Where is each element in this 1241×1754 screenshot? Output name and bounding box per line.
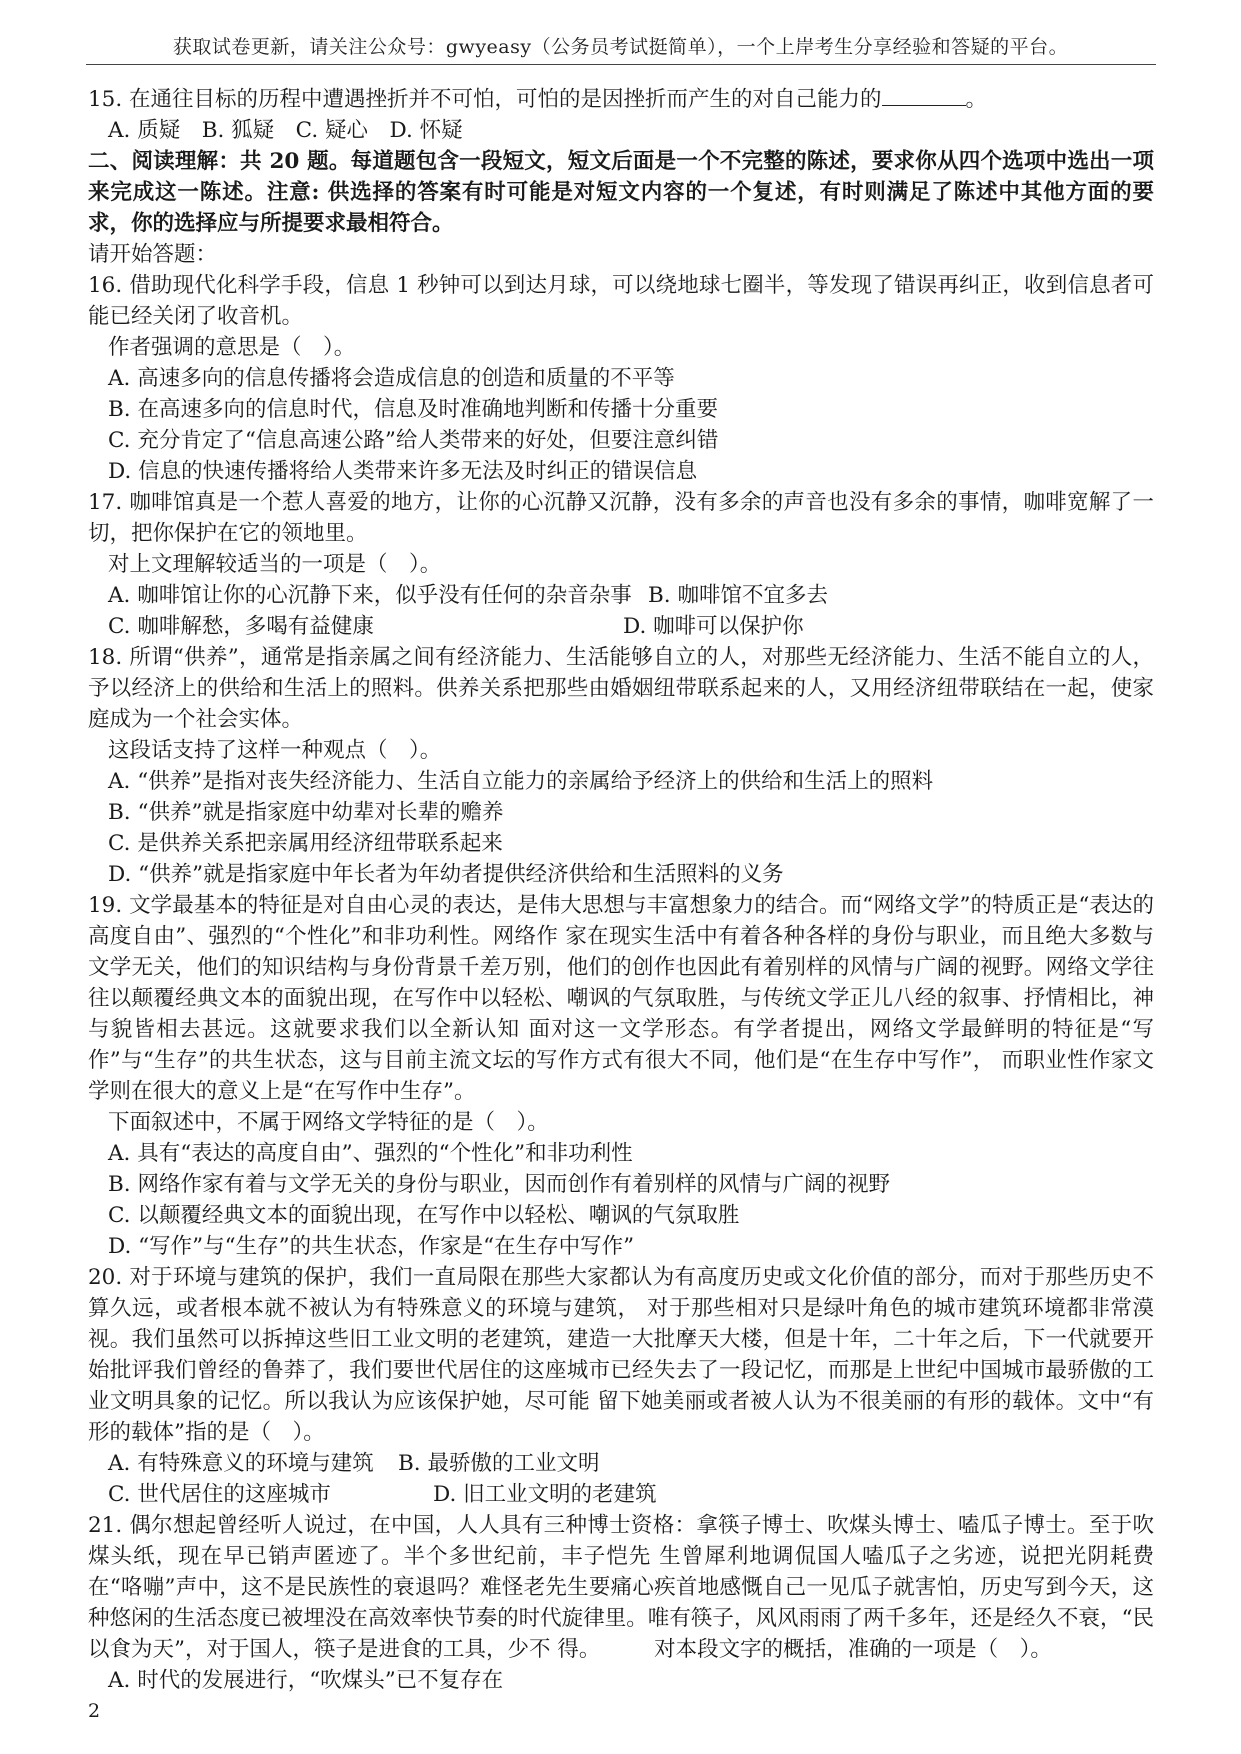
question-15	[88, 84, 1154, 115]
question-17-option-b: B. 咖啡馆不宜多去	[648, 583, 828, 608]
question-16-text: 16. 借助现代化科学手段，信息 1 秒钟可以到达月球，可以绕地球七圈半，等发现了错误再纠正，收到信息者可能已经关闭了收音机。	[88, 273, 1154, 329]
question-16-option-d: D. 信息的快速传播将给人类带来许多无法及时纠正的错误信息	[108, 459, 698, 484]
question-19-option-a: A. 具有“表达的高度自由”、强烈的“个性化”和非功利性	[108, 1141, 633, 1166]
question-20-options-row-2	[88, 1479, 1154, 1510]
document-body	[88, 84, 1154, 1696]
question-17-option-d: D. 咖啡可以保护你	[623, 614, 804, 639]
question-16-prompt: 作者强调的意思是（ ）。	[108, 335, 356, 360]
question-15-stem: 15. 在通往目标的历程中遭遇挫折并不可怕，可怕的是因挫折而产生的对自己能力的	[88, 87, 882, 112]
question-16-option-b: B. 在高速多向的信息时代，信息及时准确地判断和传播十分重要	[108, 397, 718, 422]
question-20-option-a: A. 有特殊意义的环境与建筑	[108, 1451, 374, 1476]
question-18-option-c: C. 是供养关系把亲属用经济纽带联系起来	[108, 831, 503, 856]
page-number: 2	[88, 1700, 101, 1722]
question-17-option-a: A. 咖啡馆让你的心沉静下来，似乎没有任何的杂音杂事	[108, 583, 632, 608]
question-19-option-c: C. 以颠覆经典文本的面貌出现，在写作中以轻松、嘲讽的气氛取胜	[108, 1203, 740, 1228]
question-16-option-a: A. 高速多向的信息传播将会造成信息的创造和质量的不平等	[108, 366, 675, 391]
question-17-option-c: C. 咖啡解愁，多喝有益健康	[108, 614, 374, 639]
question-16-option-c: C. 充分肯定了“信息高速公路”给人类带来的好处，但要注意纠错	[108, 428, 719, 453]
page-header: 获取试卷更新，请关注公众号：gwyeasy（公务员考试挺简单），一个上岸考生分享经验和答疑的平台。	[172, 36, 1069, 58]
section-2-title: 二、阅读理解：共 20 题。每道题包含一段短文，短文后面是一个不完整的陈述，要求你从四个选项中选出一项来完成这一陈述。注意: 供选择的答案有时可能是对短文内容的一个复述，有时则满足了陈述中其他方面的要求，你的选择应与所提要求最相符合。	[88, 149, 1154, 236]
question-20-option-c: C. 世代居住的这座城市	[108, 1482, 331, 1507]
question-15-options: A. 质疑 B. 狐疑 C. 疑心 D. 怀疑	[108, 118, 463, 143]
question-18-option-a: A. “供养”是指对丧失经济能力、生活自立能力的亲属给予经济上的供给和生活上的照料	[108, 769, 934, 794]
answer-blank	[882, 87, 966, 106]
question-18-option-b: B. “供养”就是指家庭中幼辈对长辈的赡养	[108, 800, 504, 825]
question-19-prompt: 下面叙述中，不属于网络文学特征的是（ ）。	[108, 1110, 549, 1135]
question-18-option-d: D. “供养”就是指家庭中年长者为年幼者提供经济供给和生活照料的义务	[108, 862, 784, 887]
question-19-option-d: D. “写作”与“生存”的共生状态，作家是“在生存中写作”	[108, 1234, 635, 1259]
question-18-text: 18. 所谓“供养”，通常是指亲属之间有经济能力、生活能够自立的人，对那些无经济能力、生活不能自立的人，予以经济上的供给和生活上的照料。供养关系把那些由婚姻纽带联系起来的人，又用经济纽带联结在一起，使家庭成为一个社会实体。	[88, 645, 1154, 732]
question-18-prompt: 这段话支持了这样一种观点（ ）。	[108, 738, 442, 763]
question-15-stem-end: 。	[965, 87, 988, 112]
header-divider	[86, 64, 1156, 65]
question-20-options-row-1	[88, 1448, 1154, 1479]
question-17-text: 17. 咖啡馆真是一个惹人喜爱的地方，让你的心沉静又沉静，没有多余的声音也没有多余的事情，咖啡宽解了一切，把你保护在它的领地里。	[88, 490, 1154, 546]
question-20-option-b: B. 最骄傲的工业文明	[398, 1451, 600, 1476]
question-17-prompt: 对上文理解较适当的一项是（ ）。	[108, 552, 442, 577]
question-17-options-row-2	[88, 611, 1154, 642]
question-21-option-a: A. 时代的发展进行，“吹煤头”已不复存在	[108, 1668, 504, 1693]
question-19-option-b: B. 网络作家有着与文学无关的身份与职业，因而创作有着别样的风情与广阔的视野	[108, 1172, 890, 1197]
question-20-option-d: D. 旧工业文明的老建筑	[433, 1482, 657, 1507]
question-17-options-row-1	[88, 580, 1154, 611]
question-21-text: 21. 偶尔想起曾经听人说过，在中国，人人具有三种博士资格：拿筷子博士、吹煤头博士、嗑瓜子博士。至于吹煤头纸，现在早已销声匿迹了。半个多世纪前，丰子恺先 生曾犀利地调侃国人嗑瓜子之劣迹，说把光阴耗费在“咯嘣”声中，这不是民族性的衰退吗？难怪老先生要痛心疾首地感慨自己一见瓜子就害怕，历史写到今天，这种悠闲的生活态度已被埋没在高效率快节奏的时代旋律里。唯有筷子，风风雨雨了两千多年，还是经久不衰，“民以食为天”，对于国人，筷子是进食的工具，少不 得。 对本段文字的概括，准确的一项是（ ）。	[88, 1513, 1154, 1662]
section-2-start: 请开始答题：	[88, 242, 218, 267]
question-19-text: 19. 文学最基本的特征是对自由心灵的表达，是伟大思想与丰富想象力的结合。而“网络文学”的特质正是“表达的高度自由”、强烈的“个性化”和非功利性。网络作 家在现实生活中有着各种各样的身份与职业，而且绝大多数与文学无关，他们的知识结构与身份背景千差万别，他们的创作也因此有着别样的风情与广阔的视野。网络文学往往以颠覆经典文本的面貌出现，在写作中以轻松、嘲讽的气氛取胜，与传统文学正儿八经的叙事、抒情相比，神与貌皆相去甚远。这就要求我们以全新认知 面对这一文学形态。有学者提出，网络文学最鲜明的特征是“写作”与“生存”的共生状态，这与目前主流文坛的写作方式有很大不同，他们是“在生存中写作”， 而职业性作家文学则在很大的意义上是“在写作中生存”。	[88, 893, 1154, 1104]
question-20-text: 20. 对于环境与建筑的保护，我们一直局限在那些大家都认为有高度历史或文化价值的部分，而对于那些历史不算久远，或者根本就不被认为有特殊意义的环境与建筑， 对于那些相对只是绿叶角色的城市建筑环境都非常漠视。我们虽然可以拆掉这些旧工业文明的老建筑，建造一大批摩天大楼，但是十年，二十年之后，下一代就要开始批评我们曾经的鲁莽了，我们要世代居住的这座城市已经失去了一段记忆，而那是上世纪中国城市最骄傲的工业文明具象的记忆。所以我认为应该保护她，尽可能 留下她美丽或者被人认为不很美丽的有形的载体。文中“有形的载体”指的是（ ）。	[88, 1265, 1154, 1445]
